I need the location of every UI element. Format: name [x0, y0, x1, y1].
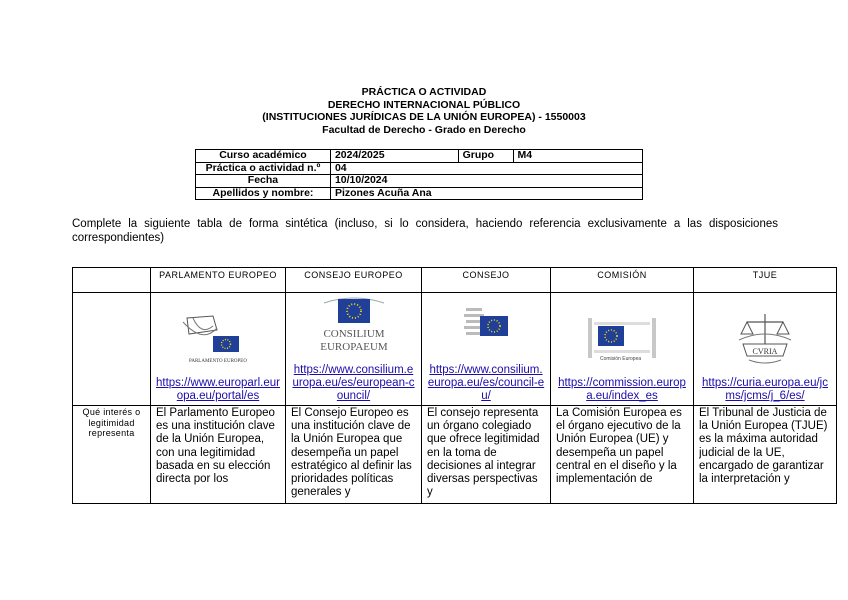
cell-consejo-europeo-logo [286, 293, 422, 406]
cell-consejo-text [422, 406, 551, 504]
tjue-text: El Tribunal de Justicia de la Unión Europea (TJUE) es la máxima autoridad judicial de la UE, encargado de garantizar la interpretación y [699, 407, 828, 486]
header-title: PRÁCTICA O ACTIVIDAD [361, 86, 487, 98]
link-comision[interactable]: https://commission.europa.eu/index_es [558, 377, 686, 402]
parlamento-logo [156, 307, 280, 373]
consilium-logo-text-2: EUROPAEUM [319, 341, 388, 353]
practica-value: 04 [330, 162, 642, 175]
cell-consejo-logo [422, 293, 551, 406]
cell-tjue-logo [694, 293, 837, 406]
info-table [195, 149, 643, 200]
instructions: Complete la siguiente tabla de forma sintética (incluso, si lo considera, haciendo referencia exclusivamente a las disposiciones correspondientes) [72, 218, 778, 244]
comision-logo-text: Comisión Europea [600, 356, 642, 362]
cell-comision-text [551, 406, 694, 504]
link-tjue[interactable]: https://curia.europa.eu/jcms/jcms/j_6/es/ [702, 377, 828, 402]
col-header-tjue: TJUE [694, 268, 837, 293]
consejo-text: El consejo representa un órgano colegiado que ofrece legitimidad en la toma de decisiones al integrar diversas perspectivas y [427, 407, 540, 499]
header-empty [73, 268, 151, 293]
comision-text: La Comisión Europea es el órgano ejecutivo de la Unión Europea (UE) y desempeña un papel central en el diseño y la implementación de [556, 407, 682, 486]
link-consejo[interactable]: https://www.consilium.europa.eu/es/council-eu/ [427, 364, 545, 402]
cell-comision-logo [551, 293, 694, 406]
curso-label: Curso académico [196, 150, 331, 163]
cell-consejo-europeo-text [286, 406, 422, 504]
logo-row-empty [73, 293, 151, 406]
consilium-logo [291, 294, 416, 360]
curia-logo-text: CVRIA [752, 347, 778, 356]
fecha-value: 10/10/2024 [330, 175, 642, 188]
header-faculty: Facultad de Derecho - Grado en Derecho [322, 123, 526, 136]
cell-tjue-text [694, 406, 837, 504]
consejo-europeo-text: El Consejo Europeo es una institución clave de la Unión Europea que desempeña un papel estratégico al definir las prioridades políticas generales y [291, 407, 412, 499]
curso-value: 2024/2025 [330, 150, 458, 163]
cell-parlamento-logo [151, 293, 286, 406]
fecha-label: Fecha [196, 175, 331, 188]
parlamento-logo-text: PARLAMENTO EUROPEO [189, 359, 247, 364]
col-header-parlamento: PARLAMENTO EUROPEO [151, 268, 286, 293]
institutions-table [72, 267, 837, 504]
col-header-consejo-europeo: CONSEJO EUROPEO [286, 268, 422, 293]
link-consejo-europeo[interactable]: https://www.consilium.europa.eu/es/european-council/ [292, 364, 415, 402]
col-header-consejo: CONSEJO [422, 268, 551, 293]
grupo-value: M4 [513, 150, 643, 163]
practica-label: Práctica o actividad n.º [196, 162, 331, 175]
header-course: (INSTITUCIONES JURÍDICAS DE LA UNIÓN EUROPEA) - 1550003 [262, 111, 586, 123]
header-subject: DERECHO INTERNACIONAL PÚBLICO [327, 98, 521, 111]
row-label-interes: Qué interés o legitimidad representa [73, 406, 151, 504]
cell-parlamento-text [151, 406, 286, 504]
comision-logo [556, 307, 688, 373]
consilium-logo-text-1: CONSILIUM [322, 328, 385, 340]
link-parlamento[interactable]: https://www.europarl.europa.eu/portal/es [156, 377, 281, 402]
council-logo [427, 294, 545, 360]
nombre-value: Pizones Acuña Ana [330, 187, 642, 200]
grupo-label: Grupo [458, 150, 513, 163]
parlamento-text: El Parlamento Europeo es una institución clave de la Unión Europea, con una legitimidad basada en su elección directa por los [156, 407, 275, 486]
document-header [0, 86, 848, 136]
nombre-label: Apellidos y nombre: [196, 187, 331, 200]
curia-logo [699, 307, 831, 373]
col-header-comision: COMISIÓN [551, 268, 694, 293]
